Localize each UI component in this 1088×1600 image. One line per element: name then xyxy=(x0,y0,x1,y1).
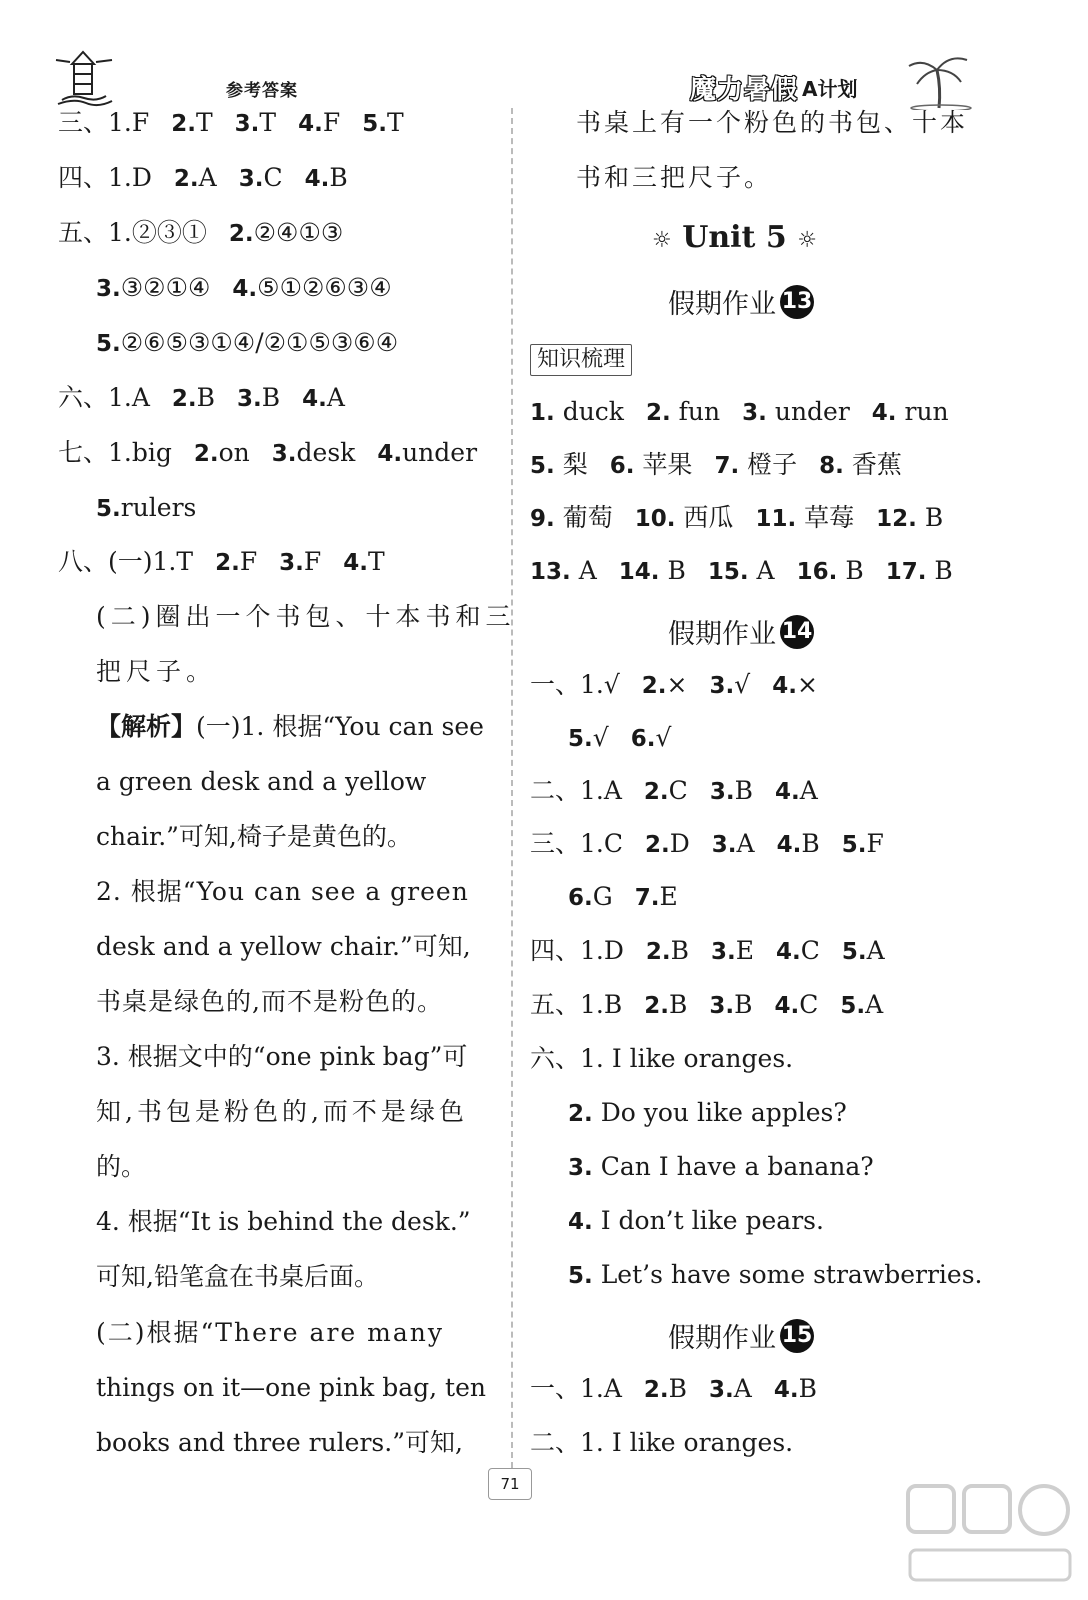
answer-line: 五、1.②③① 2.②④①③ xyxy=(58,218,344,247)
answer-line: 5.②⑥⑤③①④/②①⑤③⑥④ xyxy=(96,328,399,357)
section-number: 13 xyxy=(780,285,814,319)
answer-line: 9. 葡萄 10. 西瓜 11. 草莓 12. B xyxy=(530,503,944,532)
answer-line: 2. Do you like apples? xyxy=(568,1098,847,1127)
explanation-line: 的。 xyxy=(96,1152,147,1181)
explanation-line: 4. 根据“It is behind the desk.” xyxy=(96,1207,471,1236)
answer-line: 五、1.B 2.B 3.B 4.C 5.A xyxy=(530,990,884,1019)
brand-logo xyxy=(690,70,858,104)
analysis-tag: 【解析】 xyxy=(96,712,197,741)
answer-line: 3. Can I have a banana? xyxy=(568,1152,874,1181)
sun-icon: ☼ xyxy=(652,227,672,253)
page-number: 71 xyxy=(488,1468,532,1500)
answer-line: 二、1. I like oranges. xyxy=(530,1428,794,1457)
explanation-line: 可知,铅笔盒在书桌后面。 xyxy=(96,1262,379,1291)
answer-line: 6.G 7.E xyxy=(568,882,678,911)
brand-subtitle: A计划 xyxy=(802,76,858,101)
palm-tree-icon xyxy=(905,48,975,110)
answer-line: 13. A 14. B 15. A 16. B 17. B xyxy=(530,556,953,585)
sun-icon: ☼ xyxy=(797,227,817,253)
explanation-line: 书桌上有一个粉色的书包、十本 xyxy=(576,108,969,137)
explanation-line: 书和三把尺子。 xyxy=(576,163,773,192)
knowledge-tag: 知识梳理 xyxy=(530,344,632,376)
answer-line: 八、(一)1.T 2.F 3.F 4.T xyxy=(58,547,385,576)
answer-line: 六、1. I like oranges. xyxy=(530,1044,794,1073)
section-number: 14 xyxy=(780,615,814,649)
explanation-line: things on it—one pink bag, ten xyxy=(96,1373,487,1402)
section-title: 假期作业 15 xyxy=(668,1316,814,1355)
explanation-line: 书桌是绿色的,而不是粉色的。 xyxy=(96,987,443,1016)
explanation-line: 2. 根据“You can see a green xyxy=(96,877,469,906)
explanation-line: 知,书包是粉色的,而不是绿色 xyxy=(96,1097,468,1126)
answer-line: 六、1.A 2.B 3.B 4.A xyxy=(58,383,345,412)
answer-line: 5. 梨 6. 苹果 7. 橙子 8. 香蕉 xyxy=(530,450,902,479)
explanation-line: (二)圈出一个书包、十本书和三 xyxy=(96,602,516,631)
answer-line: 四、1.D 2.A 3.C 4.B xyxy=(58,163,348,192)
explanation-line: 【解析】(一)1. 根据“You can see xyxy=(96,712,484,741)
answer-line: 一、1.A 2.B 3.A 4.B xyxy=(530,1374,817,1403)
explanation-line: desk and a yellow chair.”可知, xyxy=(96,932,471,961)
answer-line: 4. I don’t like pears. xyxy=(568,1206,824,1235)
answer-line: 三、1.C 2.D 3.A 4.B 5.F xyxy=(530,829,884,858)
answer-line: 3.③②①④ 4.⑤①②⑥③④ xyxy=(96,273,392,302)
answer-line: 5. Let’s have some strawberries. xyxy=(568,1260,983,1289)
lighthouse-icon xyxy=(52,46,116,108)
unit-title: ☼ Unit 5 ☼ xyxy=(652,220,817,255)
explanation-line: 把尺子。 xyxy=(96,657,217,686)
answer-line: 5.√ 6.√ xyxy=(568,723,672,752)
section-title: 假期作业 13 xyxy=(668,282,814,321)
explanation-line: books and three rulers.”可知, xyxy=(96,1428,463,1457)
answer-line: 5.rulers xyxy=(96,493,197,522)
answer-line: 四、1.D 2.B 3.E 4.C 5.A xyxy=(530,936,885,965)
column-divider xyxy=(511,108,513,1468)
section-title: 假期作业 14 xyxy=(668,612,814,651)
explanation-line: a green desk and a yellow xyxy=(96,767,427,796)
explanation-line: 3. 根据文中的“one pink bag”可 xyxy=(96,1042,468,1071)
section-number: 15 xyxy=(780,1319,814,1353)
answer-line: 二、1.A 2.C 3.B 4.A xyxy=(530,776,818,805)
answer-line: 1. duck 2. fun 3. under 4. run xyxy=(530,397,949,426)
watermark-logo xyxy=(904,1480,1074,1590)
explanation-line: chair.”可知,椅子是黄色的。 xyxy=(96,822,412,851)
answer-line: 三、1.F 2.T 3.T 4.F 5.T xyxy=(58,108,404,137)
explanation-line: (二)根据“There are many xyxy=(96,1318,444,1347)
answer-line: 七、1.big 2.on 3.desk 4.under xyxy=(58,438,478,467)
answer-line: 一、1.√ 2.× 3.√ 4.× xyxy=(530,670,818,699)
brand-name: 魔力暑假 xyxy=(690,74,799,105)
header-title: 参考答案 xyxy=(226,81,298,101)
